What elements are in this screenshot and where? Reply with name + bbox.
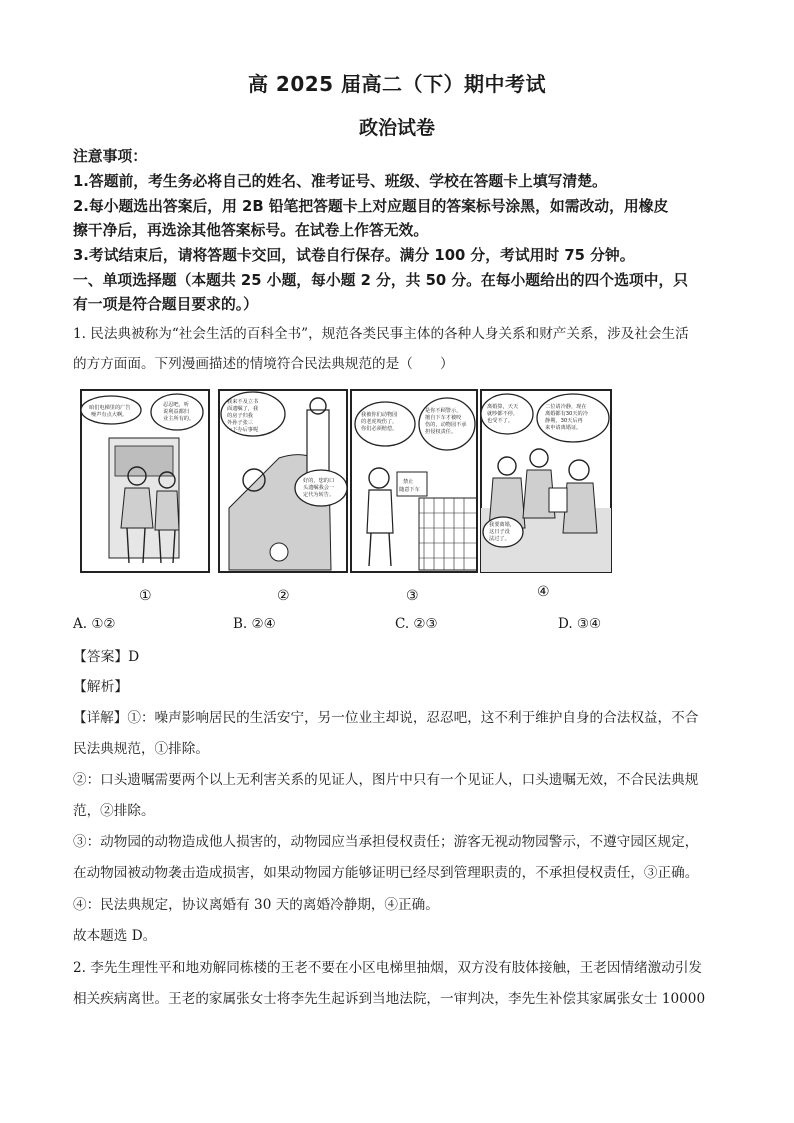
- q1-analysis-line2: 民法典规范，①排除。: [73, 741, 209, 757]
- p3-bubble-2c: 伤的，动物园不承: [425, 422, 467, 428]
- p4-bubble-2a: 二位请冷静，现在: [545, 404, 587, 410]
- q1-analysis-line5: ③：动物园的动物造成他人损害的，动物园应当承担侵权责任；游客无视动物园警示，不遵守园区规定，: [73, 834, 699, 850]
- p2-bubble-1d: 外孙子张三: [227, 420, 253, 426]
- p2-bubble-1a: 我来不及立书: [227, 399, 259, 405]
- q1-analysis-line4: 范，②排除。: [73, 803, 155, 819]
- q1-analysis-label: 【解析】: [73, 679, 129, 695]
- q1-option-c: C. ②③: [395, 616, 438, 632]
- notice-item-1: 1.答题前，考生务必将自己的姓名、准考证号、班级、学校在答题卡上填写清楚。: [73, 173, 607, 190]
- q1-analysis-line6: 在动物园被动物袭击造成损害，如果动物园方能够证明已经尽到管理职责的，不承担侵权责任，③正确。: [73, 865, 699, 881]
- q1-analysis-line8: 故本题选 D。: [73, 928, 157, 944]
- comic-panel-1: [81, 390, 209, 572]
- q1-analysis-line3: ②：口头遗嘱需要两个以上无利害关系的见证人，图片中只有一个见证人，口头遗嘱无效，不合民法典规: [73, 772, 699, 788]
- p3-bubble-2d: 担侵权责任。: [425, 429, 457, 435]
- q1-comic-strip: [79, 388, 615, 608]
- p2-bubble-1e: 一下办后事呢: [227, 427, 259, 433]
- q1-analysis-line7: ④：民法典规定，协议离婚有 30 天的离婚冷静期，④正确。: [73, 897, 439, 913]
- p4-bubble-1c: 也受不了。: [487, 418, 513, 424]
- q1-option-b: B. ②④: [233, 616, 276, 632]
- p4-bubble-3b: 这日子没: [489, 529, 510, 535]
- p2-bubble-1b: 面遗嘱了，我: [227, 406, 259, 412]
- comic-number-2: ②: [277, 588, 290, 604]
- p2-bubble-2c: 定代为转告。: [303, 492, 335, 498]
- p2-bubble-2a: 好的，您的口: [303, 478, 335, 484]
- p3-bubble-1c: 你们必须赔偿。: [361, 426, 398, 432]
- p3-bubble-1a: 我被你们动物园: [361, 412, 398, 418]
- q1-stem-line1: 1. 民法典被称为“社会生活的百科全书”，规范各类民事主体的各种人身关系和财产关系，涉及社会生活: [73, 326, 689, 342]
- q1-answer: 【答案】D: [73, 649, 140, 665]
- p3-bubble-2b: 擅自下车才被咬: [425, 415, 462, 421]
- q1-option-d: D. ③④: [558, 616, 602, 632]
- p1-bubble-2a: 忍忍吧，听: [163, 402, 189, 408]
- section1-heading-cont: 有一项是符合题目要求的。）: [73, 296, 258, 313]
- p4-bubble-2b: 离婚都有30天的冷: [545, 411, 588, 417]
- comic-panel-4: [481, 390, 611, 572]
- p1-bubble-2b: 说利益都归: [163, 409, 189, 415]
- p4-bubble-2d: 来申请离婚证。: [545, 425, 582, 431]
- p3-bubble-2a: 是你不顾警示，: [425, 408, 462, 414]
- comic-panel-3: [351, 390, 477, 572]
- notice-heading: 注意事项：: [73, 148, 147, 165]
- p2-bubble-1c: 的房子归我: [227, 413, 253, 419]
- q1-stem-line2: 的方方面面。下列漫画描述的情境符合民法典规范的是（ ）: [73, 356, 454, 372]
- section1-heading: 一、单项选择题（本题共 25 小题，每小题 2 分，共 50 分。在每小题给出的四个选项中，只: [73, 272, 689, 289]
- comic-number-4: ④: [537, 584, 550, 600]
- q2-stem-line2: 相关疾病离世。王老的家属张女士将李先生起诉到当地法院，一审判决，李先生补偿其家属张女士 10000: [73, 991, 706, 1007]
- notice-item-2-cont: 擦干净后，再选涂其他答案标号。在试卷上作答无效。: [73, 222, 429, 239]
- q1-option-a: A. ①②: [73, 616, 116, 632]
- p4-bubble-1a: 离婚算，天天: [487, 404, 519, 410]
- exam-subject: 政治试卷: [358, 117, 435, 139]
- p2-bubble-2b: 头遗嘱我会一: [303, 485, 335, 491]
- p4-bubble-1b: 就吵都不停，: [487, 411, 519, 417]
- p4-bubble-3a: 我要离婚，: [489, 522, 515, 528]
- comic-panel-2: [219, 390, 347, 572]
- comic-number-3: ③: [406, 588, 419, 604]
- p1-bubble-1b: 噪声有点大啊。: [91, 412, 128, 418]
- p3-sign-2: 随意下车: [399, 487, 420, 493]
- q2-stem-line1: 2. 李先生理性平和地劝解同栋楼的王老不要在小区电梯里抽烟，双方没有肢体接触，王老因情绪激动引发: [73, 960, 703, 976]
- exam-title: 高 2025 届高二（下）期中考试: [247, 72, 547, 96]
- comic-number-1: ①: [139, 588, 152, 604]
- p4-bubble-2c: 静期，30天后再: [545, 418, 583, 424]
- notice-item-2: 2.每小题选出答案后，用 2B 铅笔把答题卡上对应题目的答案标号涂黑，如需改动，用橡皮: [73, 198, 669, 215]
- p1-bubble-1a: 咱们电梯里的广告: [89, 405, 131, 411]
- p3-bubble-1b: 的老虎咬伤了，: [361, 419, 398, 425]
- p4-bubble-3c: 法过了。: [489, 536, 510, 542]
- p1-bubble-2c: 业主所有的。: [163, 416, 195, 422]
- notice-item-3: 3.考试结束后，请将答题卡交回，试卷自行保存。满分 100 分，考试用时 75 分钟。: [73, 247, 635, 264]
- q1-analysis-line1: 【详解】①：噪声影响居民的生活安宁，另一位业主却说，忍忍吧，这不利于维护自身的合法权益，不合: [73, 710, 699, 726]
- p3-sign-1: 禁止: [403, 479, 414, 485]
